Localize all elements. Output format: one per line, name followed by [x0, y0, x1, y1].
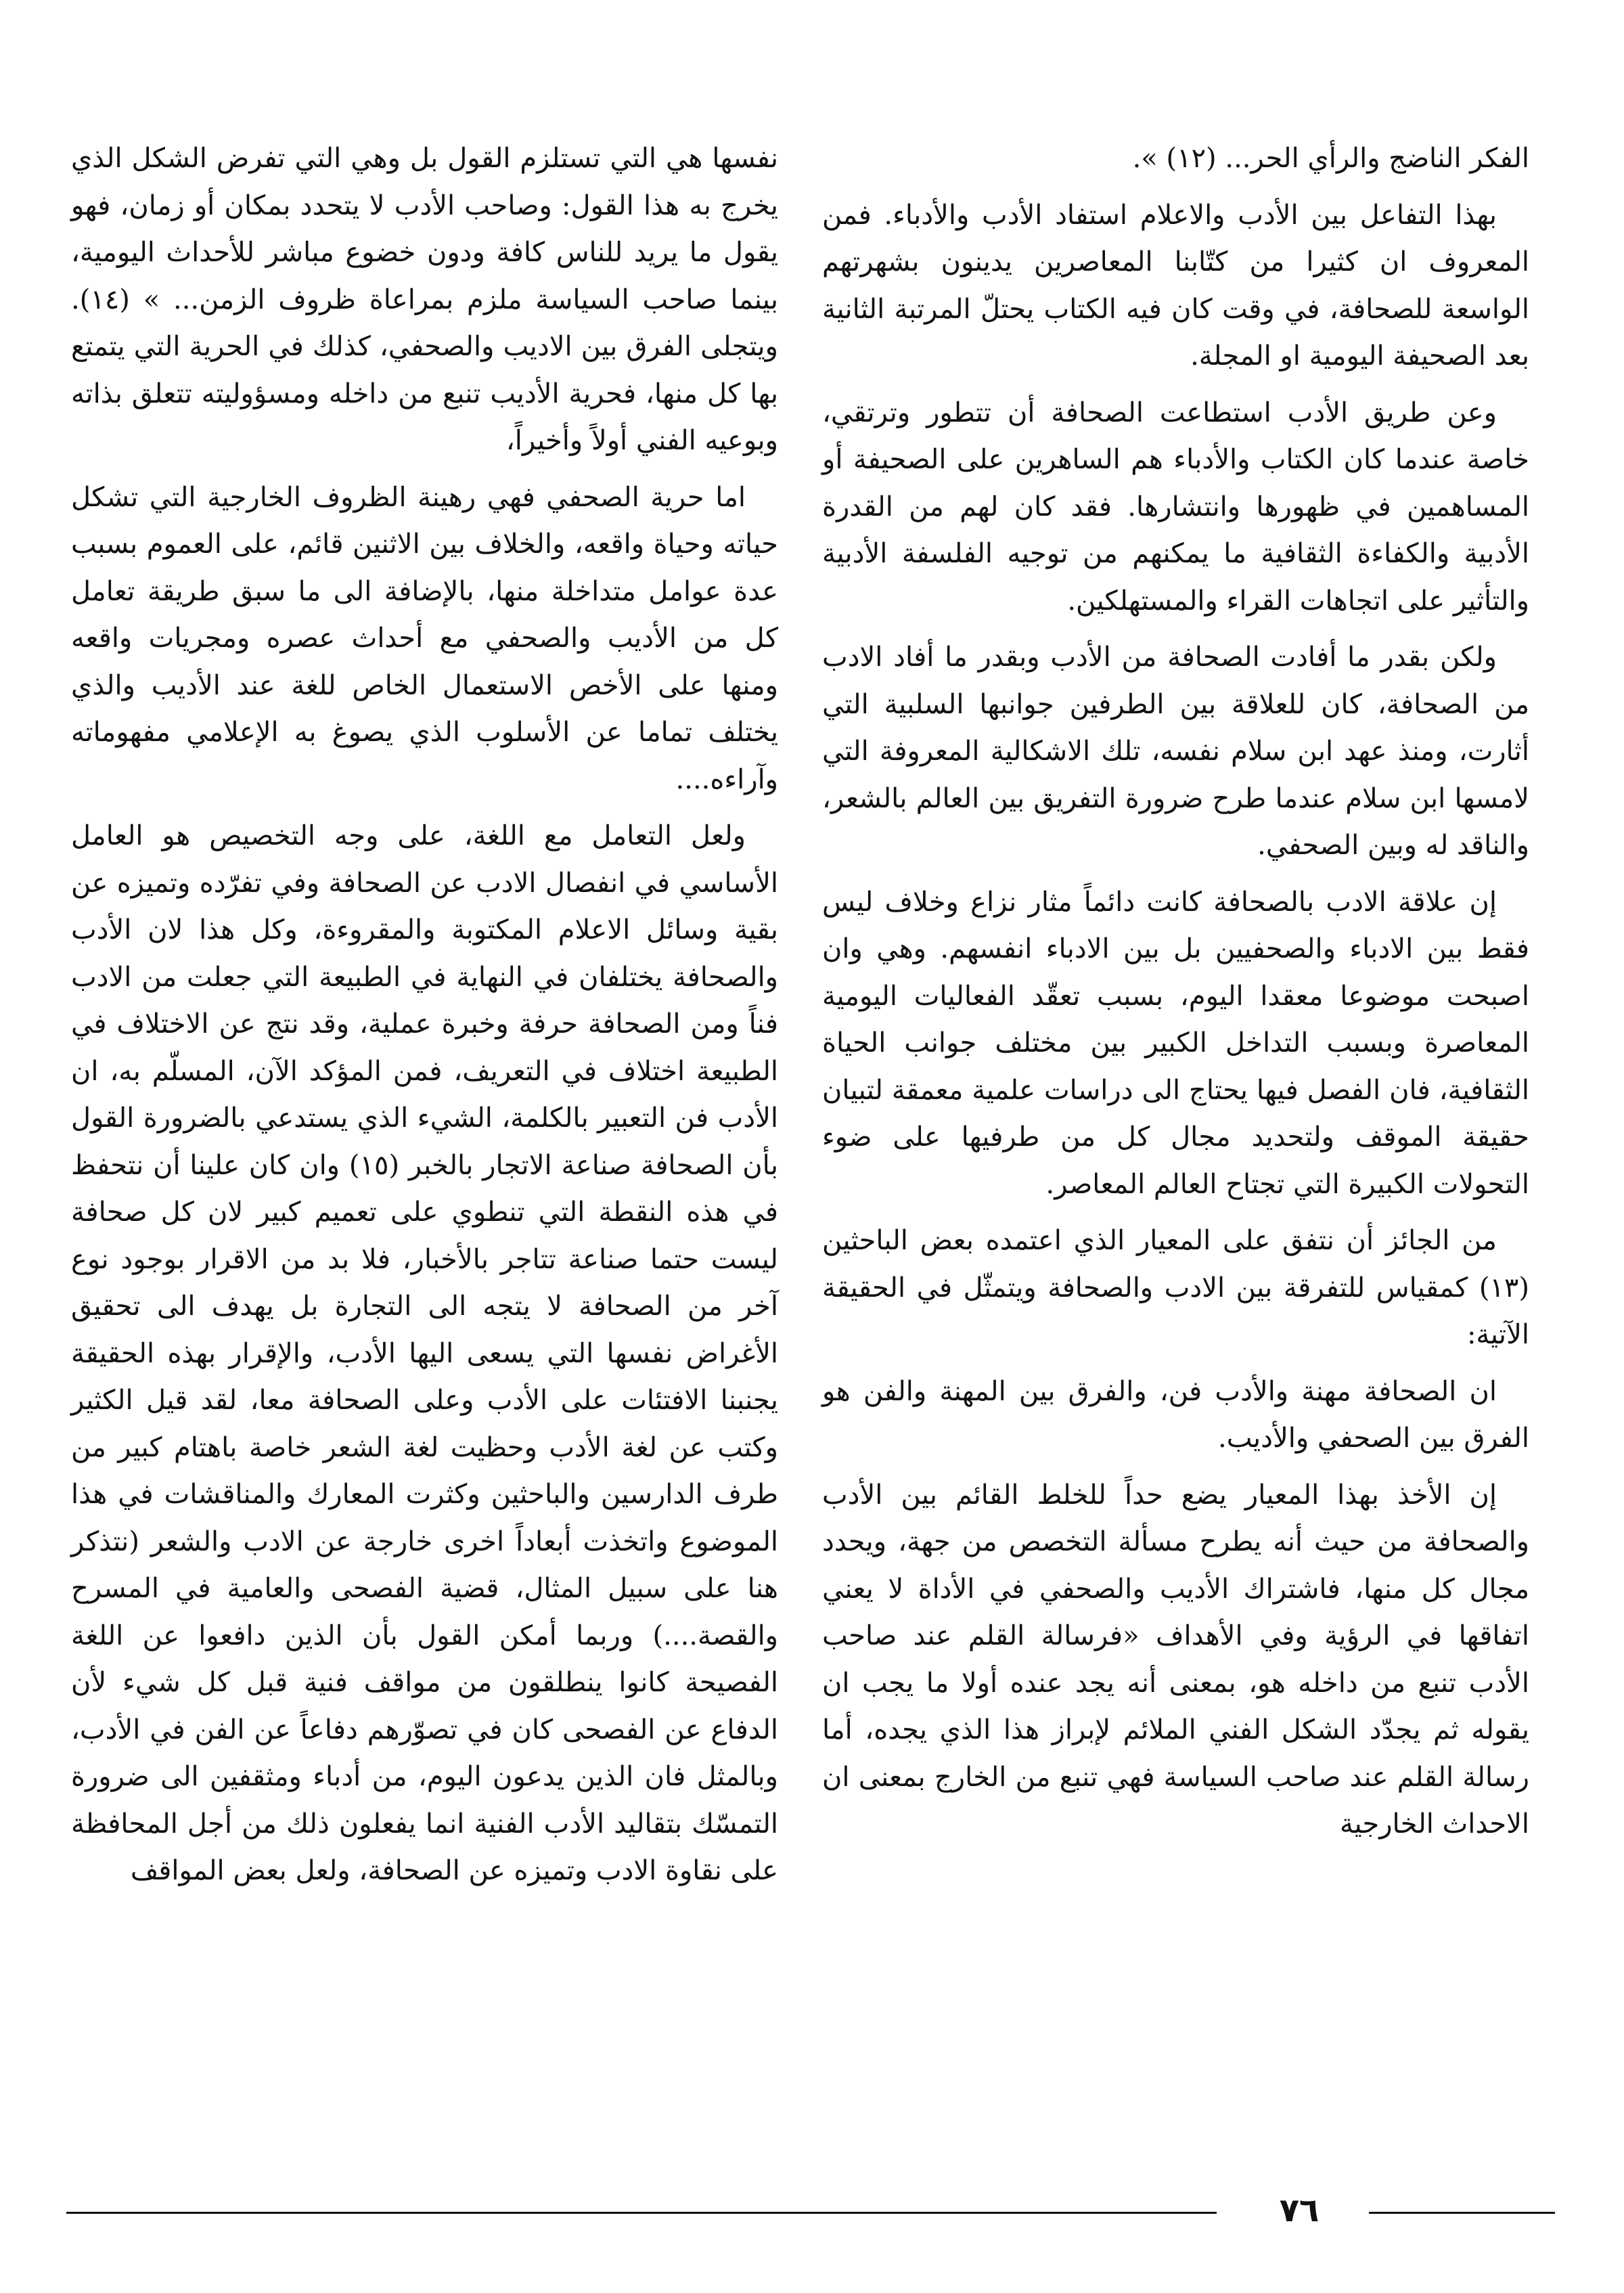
paragraph: من الجائز أن نتفق على المعيار الذي اعتمده بعض الباحثين (١٣) كمقياس للتفرقة بين الادب والصحافة ويتمثّل في الحقيقة الآتية: [822, 1225, 1529, 1350]
paragraph: الفكر الناضج والرأي الحر... (١٢) ». [1132, 143, 1529, 174]
paragraph: إن الأخذ بهذا المعيار يضع حداً للخلط القائم بين الأدب والصحافة من حيث أنه يطرح مسألة التخصص من جهة، ويحدد مجال كل منها، فاشتراك الأديب والصحفي في الأداة لا يعني اتفاقها في الرؤية وفي الأهداف «فرسالة القلم عند صاحب الأدب تنبع من داخله هو، بمعنى أنه يجد عنده أولا ما يجب ان يقوله ثم يجدّد الشكل الفني الملائم لإبراز هذا الذي يجده، أما رسالة القلم عند صاحب السياسة فهي تنبع من الخارج بمعنى ان الاحداث الخارجية [822, 1479, 1529, 1840]
footer-rule-right [1369, 2212, 1555, 2214]
paragraph: اما حرية الصحفي فهي رهينة الظروف الخارجية التي تشكل حياته وحياة واقعه، والخلاف بين الاثنين قائم، على العموم بسبب عدة عوامل متداخلة منها، بالإضافة الى ما سبق طريقة تعامل كل من الأديب والصحفي مع أحداث عصره ومجريات واقعه ومنها على الأخص الاستعمال الخاص للغة عند الأديب والذي يختلف تماما عن الأسلوب الذي يصوغ به الإعلامي مفهوماته وآراءه.... [71, 481, 778, 795]
page-footer [66, 2189, 1555, 2236]
paragraph: ان الصحافة مهنة والأدب فن، والفرق بين المهنة والفن هو الفرق بين الصحفي والأديب. [822, 1375, 1529, 1454]
paragraph: ولعل التعامل مع اللغة، على وجه التخصيص هو العامل الأساسي في انفصال الادب عن الصحافة وفي تفرّده وتميزه عن بقية وسائل الاعلام المكتوبة والمقروءة، وكل هذا لان الأدب والصحافة يختلفان في النهاية في الطبيعة التي جعلت من الادب فناً ومن الصحافة حرفة وخبرة عملية، وقد نتج عن الاختلاف في الطبيعة اختلاف في التعريف، فمن المؤكد الآن، المسلّم به، ان الأدب فن التعبير بالكلمة، الشيء الذي يستدعي بالضرورة القول بأن الصحافة صناعة الاتجار بالخبر (١٥) وان كان علينا أن نتحفظ في هذه النقطة التي تنطوي على تعميم كبير لان كل صحافة ليست حتما صناعة تتاجر بالأخبار، فلا بد من الاقرار بوجود نوع آخر من الصحافة لا يتجه الى التجارة بل يهدف الى تحقيق الأغراض نفسها التي يسعى اليها الأدب، والإقرار بهذه الحقيقة يجنبنا الافتئات على الأدب وعلى الصحافة معا، لقد قيل الكثير وكتب عن لغة الأدب وحظيت لغة الشعر خاصة باهتام كبير من طرف الدارسين والباحثين وكثرت المعارك والمناقشات في هذا الموضوع واتخذت أبعاداً اخرى خارجة عن الادب والشعر (نتذكر هنا على سبيل المثال، قضية الفصحى والعامية في المسرح والقصة....) وربما أمكن القول بأن الذين دافعوا عن اللغة الفصيحة كانوا ينطلقون من مواقف فنية قبل كل شيء لأن الدفاع عن الفصحى كان في تصوّرهم دفاعاً عن الفن في الأدب، وبالمثل فان الذين يدعون اليوم، من أدباء ومثقفين الى ضرورة التمسّك بتقاليد الأدب الفنية انما يفعلون ذلك من أجل المحافظة على نقاوة الادب وتميزه عن الصحافة، ولعل بعض المواقف [71, 820, 778, 1886]
paragraph: نفسها هي التي تستلزم القول بل وهي التي تفرض الشكل الذي يخرج به هذا القول: وصاحب الأدب لا يتحدد بمكان أو زمان، فهو يقول ما يريد للناس كافة ودون خضوع مباشر للأحداث اليومية، بينما صاحب السياسة ملزم بمراعاة ظروف الزمن... » (١٤). ويتجلى الفرق بين الاديب والصحفي، كذلك في الحرية التي يتمتع بها كل منها، فحرية الأديب تنبع من داخله ومسؤوليته تتعلق بذاته وبوعيه الفني أولاً وأخيراً، [71, 143, 778, 456]
footer-rule-left [66, 2212, 1217, 2214]
left-column [71, 135, 778, 1905]
page-number: ٧٦ [1279, 2191, 1320, 2229]
right-column [822, 135, 1529, 1858]
paragraph: ولكن بقدر ما أفادت الصحافة من الأدب وبقدر ما أفاد الادب من الصحافة، كان للعلاقة بين الطرفين جوانبها السلبية التي أثارت، ومنذ عهد ابن سلام نفسه، تلك الاشكالية المعروفة التي لامسها ابن سلام عندما طرح ضرورة التفريق بين العالم بالشعر، والناقد له وبين الصحفي. [822, 642, 1529, 861]
paragraph: وعن طريق الأدب استطاعت الصحافة أن تتطور وترتقي، خاصة عندما كان الكتاب والأدباء هم الساهرين على الصحيفة أو المساهمين في ظهورها وانتشارها. فقد كان لهم من القدرة الأدبية والكفاءة الثقافية ما يمكنهم من توجيه الفلسفة الأدبية والتأثير على اتجاهات القراء والمستهلكين. [822, 397, 1529, 617]
paragraph: بهذا التفاعل بين الأدب والاعلام استفاد الأدب والأدباء. فمن المعروف ان كثيرا من كتّابنا المعاصرين يدينون بشهرتهم الواسعة للصحافة، في وقت كان فيه الكتاب يحتلّ المرتبة الثانية بعد الصحيفة اليومية او المجلة. [822, 199, 1529, 372]
paragraph: إن علاقة الادب بالصحافة كانت دائماً مثار نزاع وخلاف ليس فقط بين الادباء والصحفيين بل بين الادباء انفسهم. وهي وان اصبحت موضوعا معقدا اليوم، بسبب تعقّد الفعاليات اليومية المعاصرة وبسبب التداخل الكبير بين مختلف جوانب الحياة الثقافية، فان الفصل فيها يحتاج الى دراسات علمية معمقة لتبيان حقيقة الموقف ولتحديد مجال كل من طرفيها على ضوء التحولات الكبيرة التي تجتاح العالم المعاصر. [822, 886, 1529, 1200]
